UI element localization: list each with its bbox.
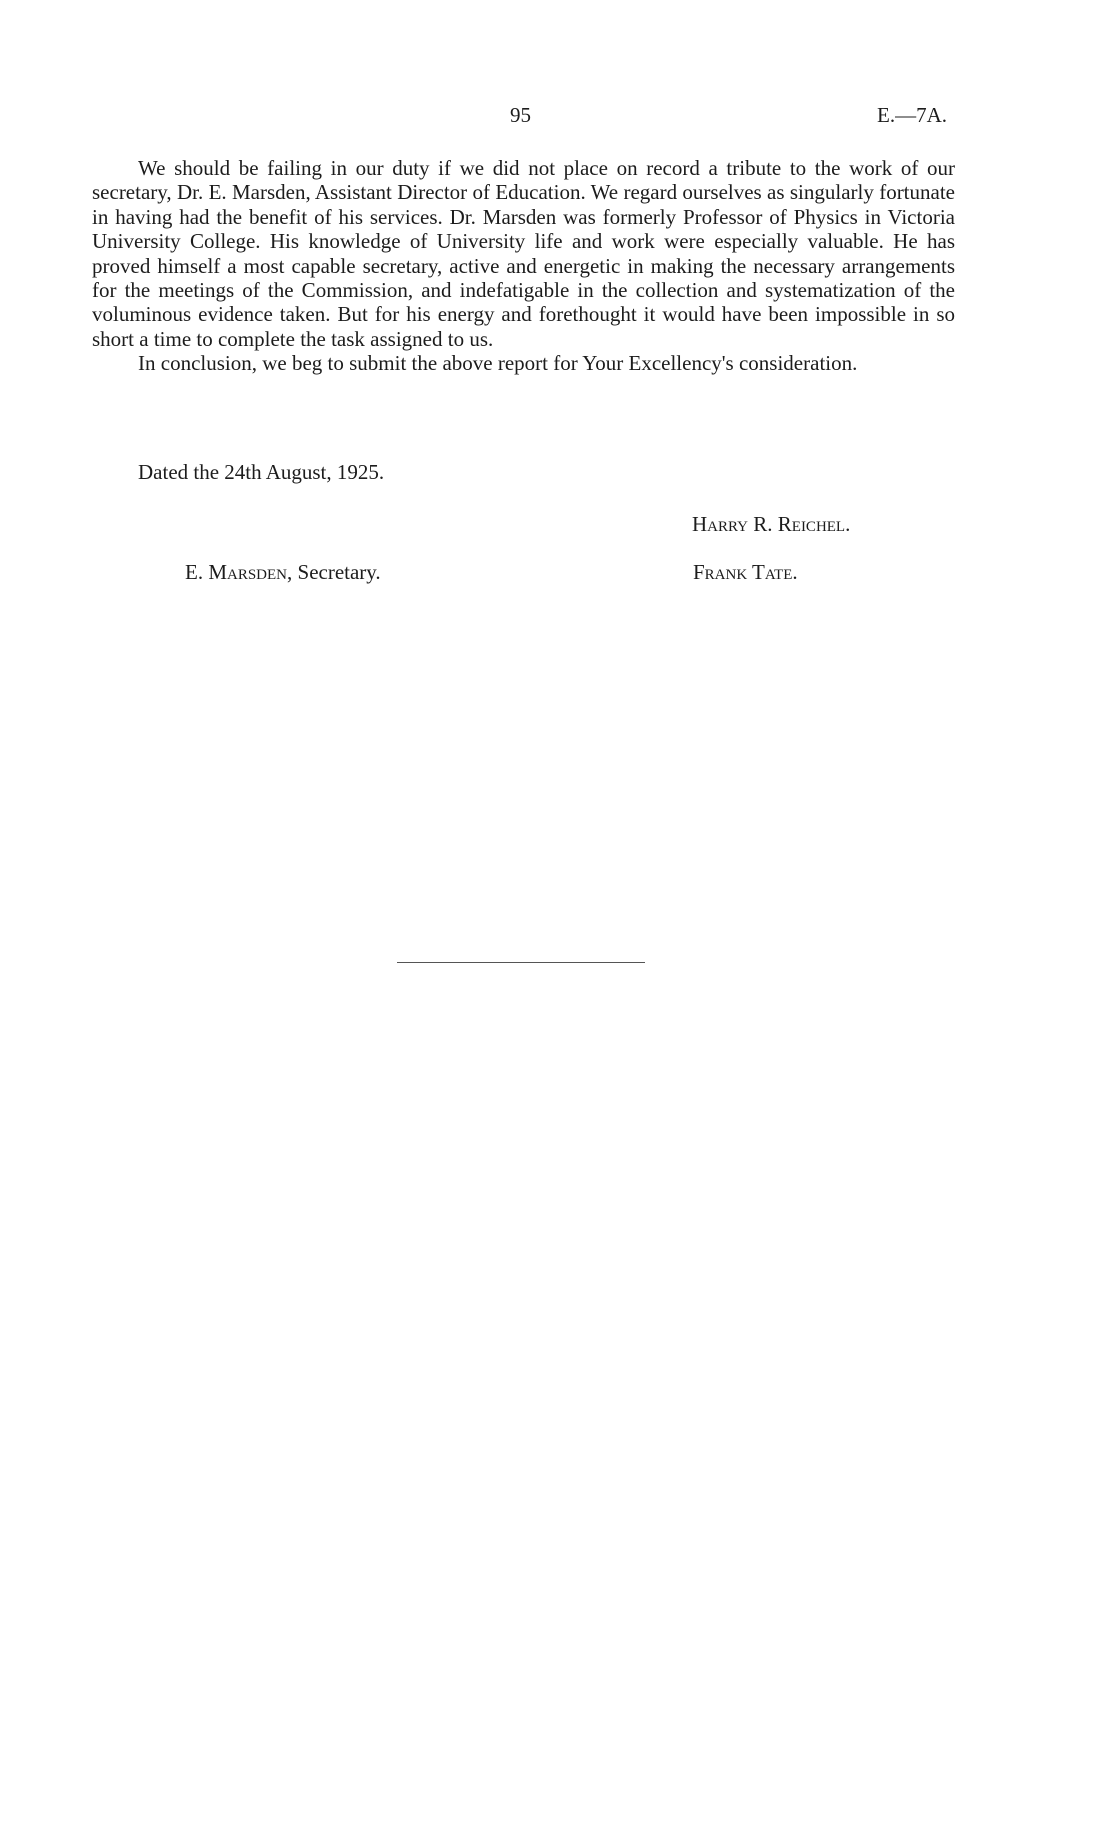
signature-tate: Frank Tate. [693, 560, 798, 584]
document-code [877, 103, 947, 128]
document-code-main: E.—7 [877, 103, 927, 127]
section-divider [397, 962, 645, 963]
conclusion-paragraph: In conclusion, we beg to submit the above report for Your Excellency's consideration. [138, 351, 858, 376]
signature-marsden-name: E. Marsden [185, 560, 288, 584]
document-code-suffix: A. [926, 103, 947, 127]
page-number: 95 [510, 103, 531, 127]
signature-marsden-title: , Secretary. [287, 560, 381, 584]
tribute-paragraph: We should be failing in our duty if we did not place on record a tribute to the work of our secretary, Dr. E. Marsden, Assistant Director of Education. We regard ourselves as singularly fortunate in having had the benefit of his services. Dr. Marsden was formerly Professor of Physics in Victoria University College. His knowledge of University life and work were especially valuable. He has proved himself a most capable secretary, active and energetic in making the necessary arrangements for the meetings of the Commission, and indefatigable in the collection and systematization of the voluminous evidence taken. But for his energy and forethought it would have been impossible in so short a time to complete the task assigned to us. [92, 156, 955, 351]
date-line: Dated the 24th August, 1925. [138, 460, 385, 484]
signature-reichel: Harry R. Reichel. [692, 512, 851, 536]
signature-marsden [185, 560, 381, 585]
report-body [92, 156, 955, 376]
